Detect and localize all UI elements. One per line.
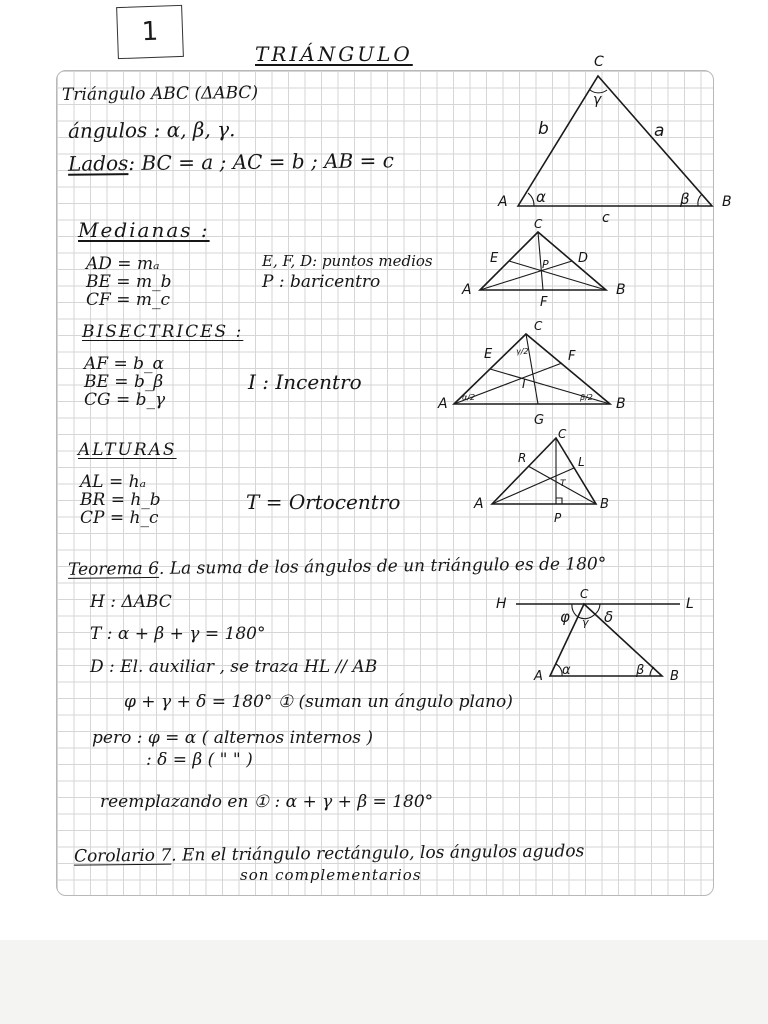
beta-arc — [650, 667, 654, 676]
theorem-b-label: B — [670, 669, 679, 684]
half-beta-label: β/2 — [580, 393, 593, 402]
sides-label: Lados — [67, 151, 129, 176]
page-title: TRIÁNGULO — [255, 42, 413, 66]
sides-definition — [68, 148, 394, 175]
gamma-label: γ — [582, 616, 589, 629]
altitude-c-label: C — [558, 428, 567, 441]
alpha-label: α — [562, 663, 571, 678]
median-c-label: C — [534, 217, 543, 231]
barycenter-note: P : baricentro — [262, 272, 381, 292]
theorem-c-label: C — [580, 587, 589, 601]
median-a-label: A — [462, 282, 472, 298]
bisector-c-label: C — [534, 319, 543, 333]
page-number: 1 — [141, 16, 159, 48]
altitude-a-label: A — [474, 496, 484, 512]
incenter-note: I : Incentro — [248, 370, 362, 394]
beta-arc — [698, 194, 702, 206]
point-h-label: H — [496, 596, 507, 612]
corollary-continuation: son complementarios — [240, 866, 422, 884]
demonstration: D : El. auxiliar , se traza HL // AB — [90, 657, 378, 677]
phi-arc — [572, 604, 578, 617]
point-l-label: L — [686, 596, 694, 612]
figure-triangle-abc — [490, 50, 750, 230]
sides-values: : BC = a ; AC = b ; AB = c — [128, 148, 395, 176]
orthocenter-note: T = Ortocentro — [246, 490, 401, 514]
altitude-triangle — [492, 438, 596, 504]
triangle-shape — [518, 76, 712, 206]
theorem-text: . La suma de los ángulos de un triángulo es de 180° — [158, 554, 607, 579]
median-b-label: B — [616, 282, 626, 298]
vertex-a-label: A — [498, 194, 508, 210]
midpoints-note: E, F, D: puntos medios — [262, 252, 433, 270]
page-number-box — [116, 5, 184, 59]
phi-label: φ — [560, 608, 570, 626]
alternate-angles-2: : δ = β ( " " ) — [146, 750, 253, 770]
hypothesis: H : ΔABC — [90, 592, 172, 612]
bisector-b-label: B — [616, 396, 626, 412]
altitude-l-label: L — [578, 455, 585, 469]
beta-label: β — [680, 190, 690, 208]
bisector-a-label: A — [438, 396, 448, 412]
figure-altitudes — [468, 428, 638, 528]
median-p-label: P — [542, 258, 549, 271]
vertex-c-label: C — [594, 54, 604, 70]
beta-label: β — [636, 663, 645, 678]
mediana-item: BE = m_b — [86, 272, 172, 292]
figure-medians — [456, 216, 636, 316]
figure-bisectors — [436, 316, 636, 426]
bisectriz-item: AF = b_α — [84, 354, 164, 374]
triangle-definition: Triángulo ABC (ΔABC) — [61, 82, 259, 106]
half-gamma-label: γ/2 — [516, 347, 529, 356]
substitution: reemplazando en ① : α + γ + β = 180° — [100, 792, 434, 812]
right-angle-mark — [556, 498, 562, 504]
corollary-label: Corolario 7 — [73, 845, 172, 867]
alpha-label: α — [536, 188, 546, 206]
bisectriz-item: BE = b_β — [84, 372, 164, 392]
alturas-heading: ALTURAS — [78, 440, 177, 460]
vertex-b-label: B — [722, 194, 732, 210]
gamma-label: γ — [593, 92, 602, 108]
altura-item: BR = h_b — [80, 490, 161, 510]
side-b-label: b — [538, 119, 549, 139]
altitude-p-label: P — [554, 511, 562, 525]
median-d-label: D — [578, 251, 589, 266]
bisector-g-label: G — [534, 413, 545, 426]
theorem-label: Teorema 6 — [67, 558, 160, 580]
alternate-angles-1: pero : φ = α ( alternos internos ) — [92, 728, 373, 748]
mediana-item: CF = m_c — [86, 290, 170, 310]
medianas-heading: Medianas : — [78, 218, 210, 242]
side-c-label: c — [602, 210, 610, 226]
altitude-r-label: R — [518, 451, 527, 465]
bisectrices-heading: BISECTRICES : — [82, 322, 244, 342]
thesis: T : α + β + γ = 180° — [90, 624, 266, 644]
theorem-a-label: A — [534, 669, 543, 684]
half-alpha-label: α/2 — [462, 393, 476, 402]
corollary-text: . En el triángulo rectángulo, los ángulos agudos — [171, 841, 585, 866]
bisector-e-label: E — [484, 347, 493, 362]
delta-label: δ — [604, 608, 614, 626]
median-f-label: F — [540, 295, 548, 310]
incenter-label: I — [522, 377, 526, 391]
altura-item: AL = hₐ — [80, 472, 146, 492]
altitude-b-label: B — [600, 497, 609, 512]
equation-one: φ + γ + δ = 180° ① (suman un ángulo plano) — [124, 692, 513, 712]
angles-definition: ángulos : α, β, γ. — [67, 117, 236, 143]
bisector-f-label: F — [568, 349, 576, 364]
altura-item: CP = h_c — [80, 508, 159, 528]
bisectriz-item: CG = b_γ — [84, 390, 166, 410]
mediana-item: AD = mₐ — [86, 254, 160, 274]
alpha-arc — [528, 193, 534, 206]
figure-theorem — [490, 582, 720, 692]
median-e-label: E — [490, 251, 499, 266]
side-a-label: a — [654, 121, 665, 141]
orthocenter-label: T — [560, 479, 566, 489]
bisector-cg — [526, 334, 538, 404]
